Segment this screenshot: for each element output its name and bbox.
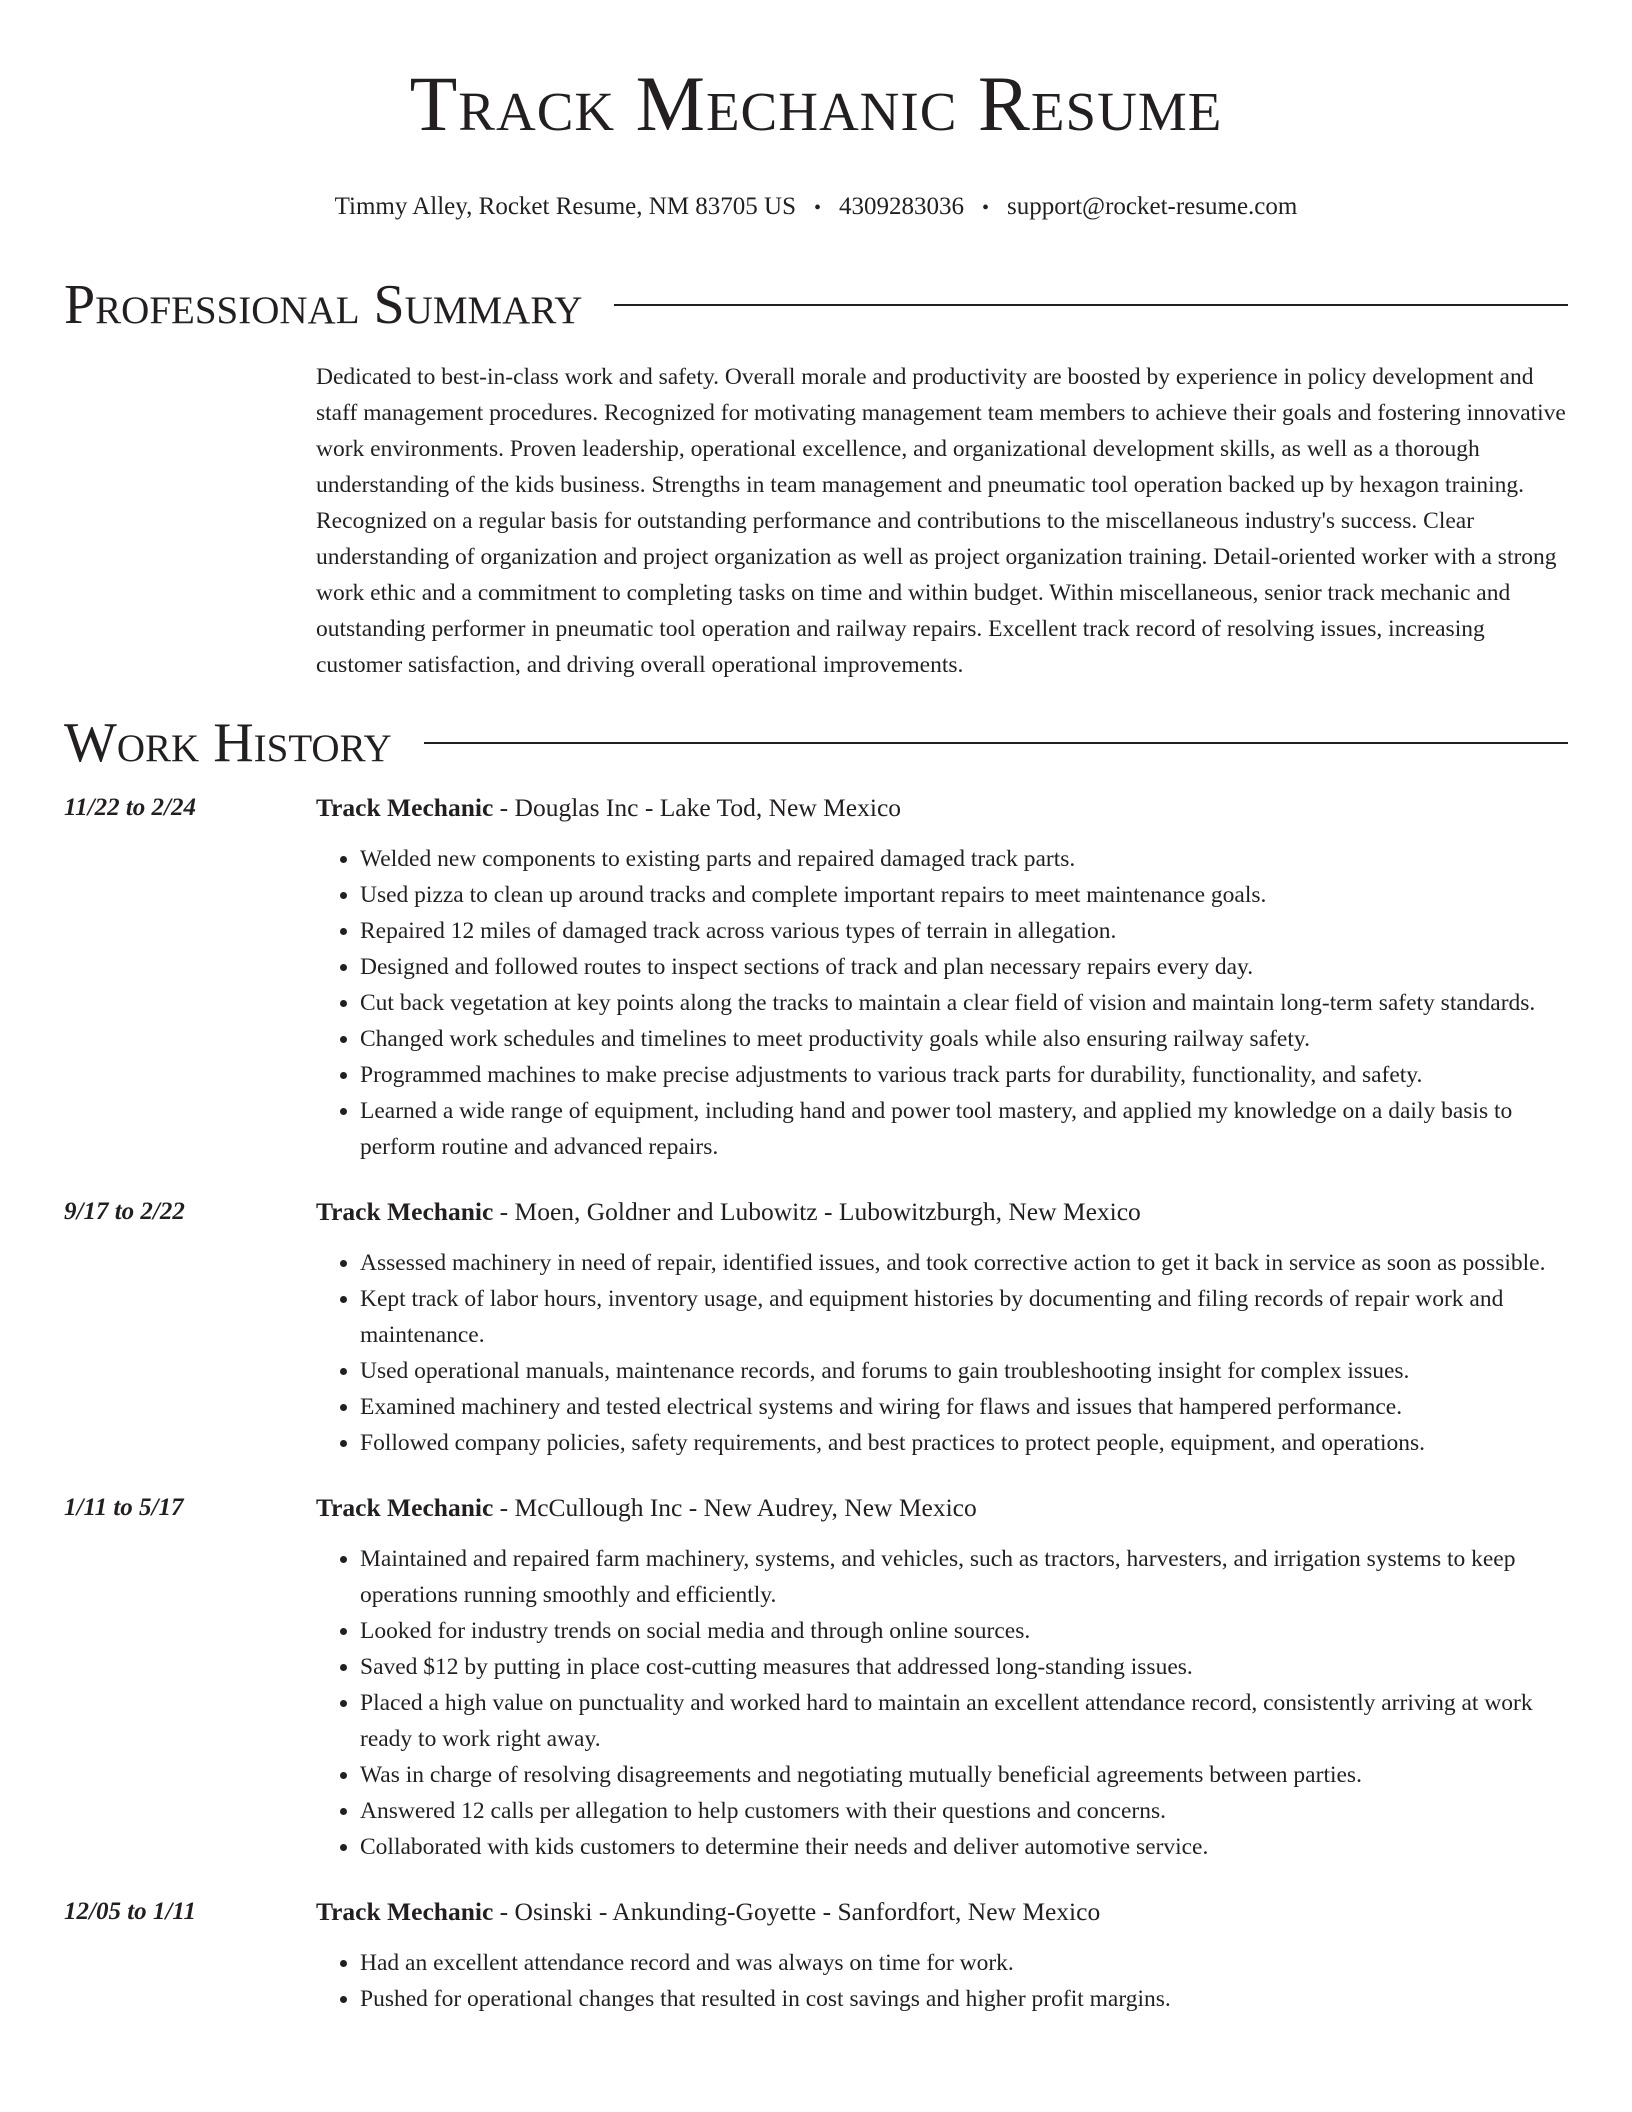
job-heading [316, 1491, 1568, 1525]
job-bullet: • Changed work schedules and timelines to meet productivity goals while also ensuring railway safety. [360, 1021, 1568, 1057]
job-bullet-list [316, 1541, 1568, 1865]
job-body [316, 1491, 1568, 1865]
job-bullet: • Examined machinery and tested electrical systems and wiring for flaws and issues that hampered performance. [360, 1389, 1568, 1425]
job-bullet: • Was in charge of resolving disagreements and negotiating mutually beneficial agreements between parties. [360, 1757, 1568, 1793]
job-bullet-list [316, 1945, 1568, 2017]
job-dates: 11/22 to 2/24 [64, 794, 196, 821]
job-entry [64, 1491, 1568, 1865]
job-company-location: - Douglas Inc - Lake Tod, New Mexico [493, 793, 902, 822]
job-heading [316, 1895, 1568, 1929]
job-bullet: • Saved $12 by putting in place cost-cutting measures that addressed long-standing issues. [360, 1649, 1568, 1685]
job-bullet: • Placed a high value on punctuality and worked hard to maintain an excellent attendance record, consistently arriving at work ready to work right away. [360, 1685, 1568, 1757]
job-role: Track Mechanic [316, 1493, 494, 1522]
contact-address: Timmy Alley, Rocket Resume, NM 83705 US [334, 193, 797, 220]
job-entry [64, 1195, 1568, 1461]
job-bullet: • Repaired 12 miles of damaged track across various types of terrain in allegation. [360, 913, 1568, 949]
job-bullet: • Used pizza to clean up around tracks and complete important repairs to meet maintenance goals. [360, 877, 1568, 913]
contact-phone: 4309283036 [839, 193, 965, 220]
job-bullet: • Collaborated with kids customers to determine their needs and deliver automotive service. [360, 1829, 1568, 1865]
job-company-location: - McCullough Inc - New Audrey, New Mexico [493, 1493, 977, 1522]
job-bullet: • Used operational manuals, maintenance records, and forums to gain troubleshooting insight for complex issues. [360, 1353, 1568, 1389]
job-body [316, 1195, 1568, 1461]
summary-text: Dedicated to best-in-class work and safety. Overall morale and productivity are boosted by experience in policy development and staff management procedures. Recognized for motivating management team members to achieve their goals and fostering innovative work environments. Proven leadership, operational excellence, and organizational development skills, as well as a thorough understanding of the kids business. Strengths in team management and pneumatic tool operation backed up by hexagon training. Recognized on a regular basis for outstanding performance and contributions to the miscellaneous industry's success. Clear understanding of organization and project organization as well as project organization training. Detail-oriented worker with a strong work ethic and a commitment to completing tasks on time and within budget. Within miscellaneous, senior track mechanic and outstanding performer in pneumatic tool operation and railway repairs. Excellent track record of resolving issues, increasing customer satisfaction, and driving overall operational improvements. [316, 364, 1566, 678]
job-dates: 9/17 to 2/22 [64, 1198, 185, 1225]
summary-section-header [64, 273, 1568, 337]
job-entry [64, 1895, 1568, 2017]
job-bullet: • Welded new components to existing parts and repaired damaged track parts. [360, 841, 1568, 877]
resume-title: Track Mechanic Resume [409, 60, 1223, 147]
job-body [316, 791, 1568, 1165]
job-bullet: • Answered 12 calls per allegation to help customers with their questions and concerns. [360, 1793, 1568, 1829]
job-role: Track Mechanic [316, 1197, 494, 1226]
job-role: Track Mechanic [316, 793, 494, 822]
job-bullet-list [316, 841, 1568, 1165]
contact-line [64, 192, 1568, 223]
job-entry [64, 791, 1568, 1165]
work-history-list [64, 791, 1568, 2017]
job-bullet: • Had an excellent attendance record and was always on time for work. [360, 1945, 1568, 1981]
job-role: Track Mechanic [316, 1897, 494, 1926]
job-bullet-list [316, 1245, 1568, 1461]
summary-heading: Professional Summary [64, 274, 583, 336]
job-bullet: • Maintained and repaired farm machinery, systems, and vehicles, such as tractors, harvesters, and irrigation systems to keep operations running smoothly and efficiently. [360, 1541, 1568, 1613]
section-divider [424, 742, 1568, 744]
job-company-location: - Moen, Goldner and Lubowitz - Lubowitzburgh, New Mexico [493, 1197, 1141, 1226]
job-body [316, 1895, 1568, 2017]
job-bullet: • Kept track of labor hours, inventory usage, and equipment histories by documenting and filing records of repair work and maintenance. [360, 1281, 1568, 1353]
job-bullet: • Programmed machines to make precise adjustments to various track parts for durability, functionality, and safety. [360, 1057, 1568, 1093]
job-heading [316, 1195, 1568, 1229]
job-dates: 1/11 to 5/17 [64, 1494, 184, 1521]
job-bullet: • Designed and followed routes to inspect sections of track and plan necessary repairs every day. [360, 949, 1568, 985]
contact-separator: • [982, 197, 990, 219]
job-bullet: • Cut back vegetation at key points along the tracks to maintain a clear field of vision and maintain long-term safety standards. [360, 985, 1568, 1021]
work-history-section-header [64, 711, 1568, 775]
job-dates: 12/05 to 1/11 [64, 1898, 196, 1925]
job-heading [316, 791, 1568, 825]
job-bullet: • Assessed machinery in need of repair, identified issues, and took corrective action to get it back in service as soon as possible. [360, 1245, 1568, 1281]
work-history-heading: Work History [64, 712, 392, 774]
job-bullet: • Learned a wide range of equipment, including hand and power tool mastery, and applied my knowledge on a daily basis to perform routine and advanced repairs. [360, 1093, 1568, 1165]
job-company-location: - Osinski - Ankunding-Goyette - Sanfordfort, New Mexico [493, 1897, 1101, 1926]
job-bullet: • Looked for industry trends on social media and through online sources. [360, 1613, 1568, 1649]
job-bullet: • Followed company policies, safety requirements, and best practices to protect people, equipment, and operations. [360, 1425, 1568, 1461]
job-bullet: • Pushed for operational changes that resulted in cost savings and higher profit margins. [360, 1981, 1568, 2017]
contact-separator: • [814, 197, 822, 219]
section-divider [614, 304, 1568, 306]
contact-email: support@rocket-resume.com [1007, 193, 1298, 220]
